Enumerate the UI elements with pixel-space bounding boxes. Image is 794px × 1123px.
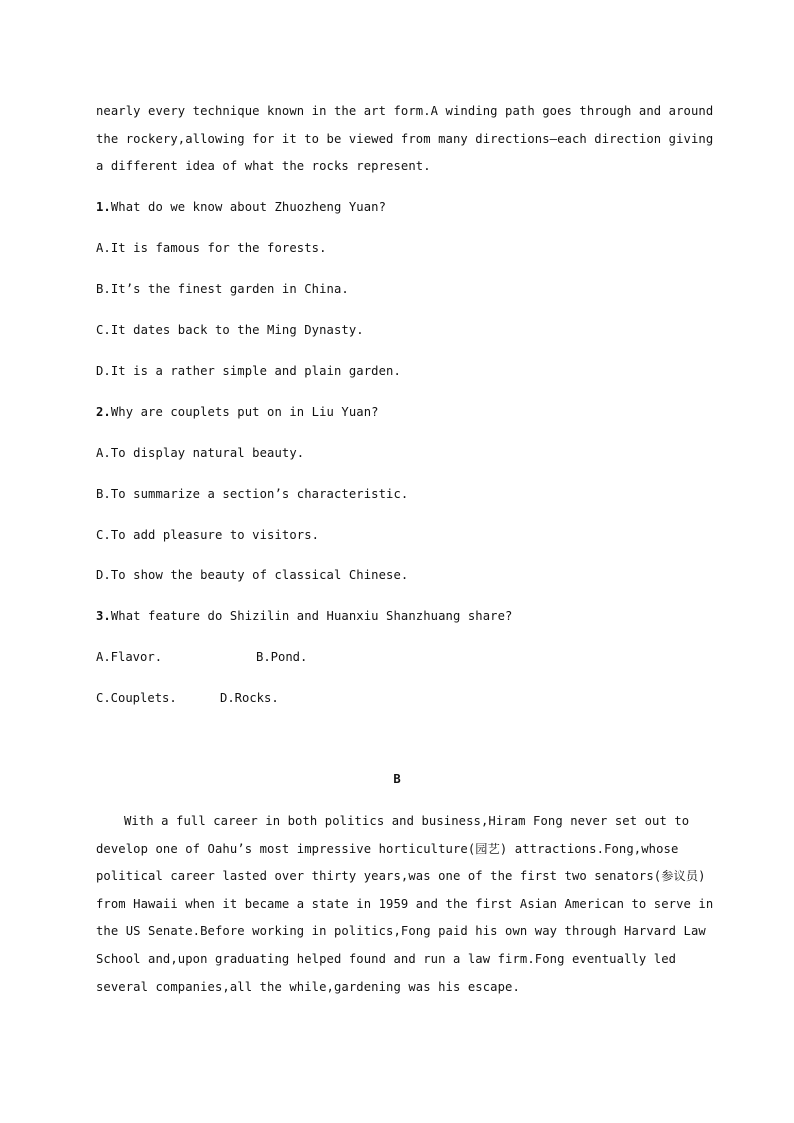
question-1 (96, 199, 386, 215)
option-c: C.Couplets. (96, 691, 177, 705)
passage-line: With a full career in both politics and business,Hiram Fong never set out to (124, 814, 690, 828)
passage-line: nearly every technique known in the art form.A winding path goes through and around (96, 104, 714, 118)
option-d: D.Rocks. (220, 691, 279, 705)
option-d: D.To show the beauty of classical Chinese. (96, 568, 409, 582)
option-a: A.To display natural beauty. (96, 446, 305, 460)
passage-line: several companies,all the while,gardening was his escape. (96, 980, 520, 994)
question-text: What do we know about Zhuozheng Yuan? (110, 200, 387, 214)
question-3 (96, 608, 513, 624)
passage-line: a different idea of what the rocks represent. (96, 159, 431, 173)
option-b: B.It’s the finest garden in China. (96, 282, 349, 296)
option-c: C.It dates back to the Ming Dynasty. (96, 323, 364, 337)
option-d: D.It is a rather simple and plain garden. (96, 364, 401, 378)
question-2 (96, 404, 379, 420)
passage-line: the US Senate.Before working in politics,Fong paid his own way through Harvard Law (96, 924, 706, 938)
option-b: B.To summarize a section’s characteristic. (96, 487, 409, 501)
passage-line: School and,upon graduating helped found and run a law firm.Fong eventually led (96, 952, 677, 966)
question-text: Why are couplets put on in Liu Yuan? (110, 405, 379, 419)
passage-line: the rockery,allowing for it to be viewed from many directions—each direction giving (96, 132, 714, 146)
passage-line: from Hawaii when it became a state in 1959 and the first Asian American to serve in (96, 897, 714, 911)
passage-line: political career lasted over thirty years,was one of the first two senators(参议员) (96, 869, 706, 883)
passage-line: develop one of Oahu’s most impressive horticulture(园艺) attractions.Fong,whose (96, 842, 679, 856)
question-number: 3. (96, 609, 111, 623)
option-c: C.To add pleasure to visitors. (96, 528, 320, 542)
option-a: A.It is famous for the forests. (96, 241, 327, 255)
section-heading: B (393, 772, 401, 786)
question-number: 2. (96, 405, 111, 419)
option-a: A.Flavor. (96, 650, 163, 664)
option-b: B.Pond. (256, 650, 308, 664)
question-text: What feature do Shizilin and Huanxiu Shanzhuang share? (110, 609, 513, 623)
question-number: 1. (96, 200, 111, 214)
